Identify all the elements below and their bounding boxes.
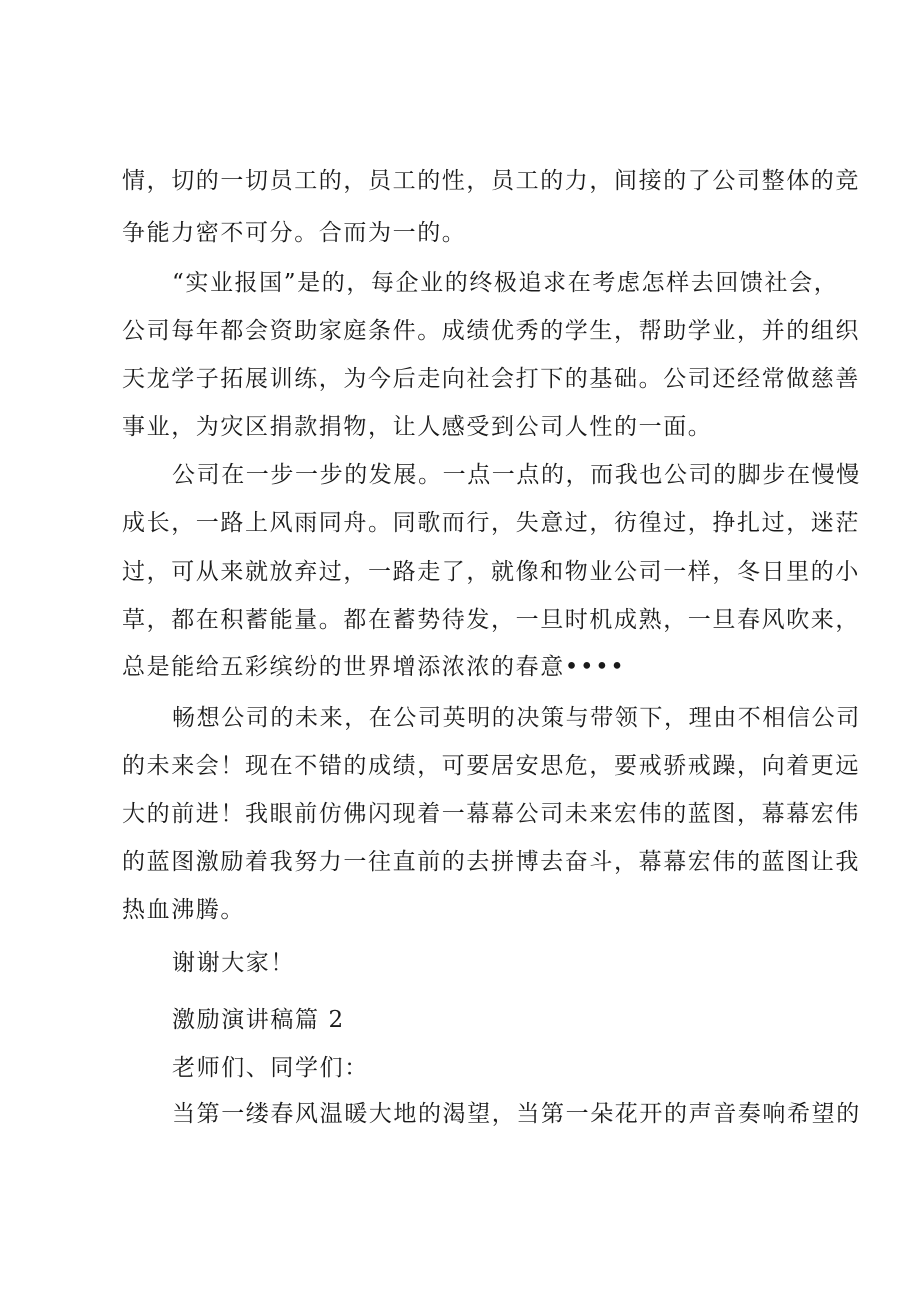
paragraph-2-line-1: “实业报国”是的，每企业的终极追求在考虑怎样去回馈社会，	[172, 270, 839, 296]
salutation: 老师们、同学们：	[172, 1055, 369, 1081]
paragraph-3-line-5: 总是能给五彩缤纷的世界增添浓浓的春意••••	[122, 654, 626, 680]
paragraph-2-line-2: 公司每年都会资助家庭条件。成绩优秀的学生，帮助学业，并的组织	[122, 318, 860, 344]
paragraph-3-line-2: 成长，一路上风雨同舟。同歌而行，失意过，彷徨过，挣扎过，迷茫	[122, 510, 860, 536]
paragraph-3-line-1: 公司在一步一步的发展。一点一点的，而我也公司的脚步在慢慢	[172, 462, 861, 488]
paragraph-4-line-4: 的蓝图激励着我努力一往直前的去拼博去奋斗，幕幕宏伟的蓝图让我	[122, 849, 860, 875]
paragraph-4-line-3: 大的前进！我眼前仿佛闪现着一幕幕公司未来宏伟的蓝图，幕幕宏伟	[122, 801, 860, 827]
closing-thanks: 谢谢大家！	[172, 950, 295, 976]
paragraph-4-line-2: 的未来会！现在不错的成绩，可要居安思危，要戒骄戒躁，向着更远	[122, 753, 860, 779]
paragraph-3-line-3: 过，可从来就放弃过，一路走了，就像和物业公司一样，冬日里的小	[122, 559, 860, 585]
paragraph-3-line-4: 草，都在积蓄能量。都在蓄势待发，一旦时机成熟，一旦春风吹来，	[122, 607, 860, 633]
paragraph-2-line-4: 事业，为灾区捐款捐物，让人感受到公司人性的一面。	[122, 414, 713, 440]
paragraph-2-line-3: 天龙学子拓展训练，为今后走向社会打下的基础。公司还经常做慈善	[122, 366, 860, 392]
paragraph-5-line-1: 当第一缕春风温暖大地的渴望，当第一朵花开的声音奏响希望的	[172, 1101, 861, 1127]
paragraph-4-line-1: 畅想公司的未来，在公司英明的决策与带领下，理由不相信公司	[172, 705, 861, 731]
paragraph-1-line-1: 情，切的一切员工的，员工的性，员工的力，间接的了公司整体的竞	[122, 168, 860, 194]
paragraph-4-line-5: 热血沸腾。	[122, 897, 245, 923]
section-heading: 激励演讲稿篇 2	[172, 1007, 345, 1033]
paragraph-1-line-2: 争能力密不可分。合而为一的。	[122, 220, 467, 246]
